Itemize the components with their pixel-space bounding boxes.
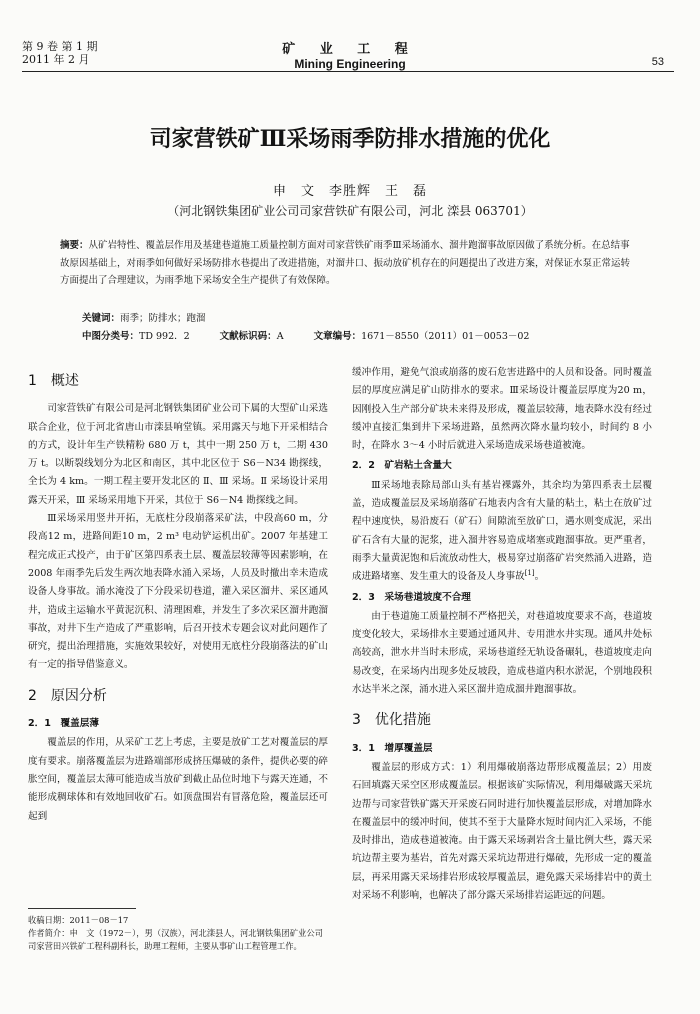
header-rule bbox=[22, 71, 674, 72]
paragraph: 由于巷道施工质量控制不严格把关，对巷道坡度要求不高，巷道坡度变化较大，采场排水主要通过通风井、专用泄水井实现。通风井处标高较高，泄水井当时未形成，采场巷道经无轨设备碾轧，巷道坡度走向易改变，在采场内出现多处反坡段，造成巷道内积水淤泥，个别地段积水达半米之深，涌水进入采区溜井造成溜井跑溜事故。 bbox=[352, 610, 652, 696]
paragraph bbox=[352, 477, 652, 587]
journal-name-cn: 矿 业 工 程 bbox=[282, 42, 418, 57]
keywords bbox=[82, 310, 206, 324]
doc-code: A bbox=[276, 331, 284, 342]
subsection-heading: 2．1 覆盖层薄 bbox=[28, 718, 99, 730]
clc-label: 中图分类号： bbox=[82, 331, 140, 342]
paragraph: Ⅲ采场采用竖井开拓，无底柱分段崩落采矿法，中段高60 m，分段高12 m，进路间距10 m，2 m³ 电动铲运机出矿。2007 年基建工程完成正式投产，由于矿区第四系表土层、覆盖层较薄等因素影响，在 2008 年雨季先后发生两次地表降水涌入采场，人员及时撤出幸未造成设备人身事故。涌水淹没了下分段采切巷道，灌入采区溜井、采区通风井，造成主运输水平黄泥沉积、清理困难，并发生了多次采区溜井跑溜事故，对井下生产造成了严重影响，后召开技术专题会议对此问题作了研究，提出治理措施，实施效果较好，对使用无底柱分段崩落法的矿山有一定的指导借鉴意义。 bbox=[28, 513, 328, 671]
footnote bbox=[28, 914, 328, 953]
journal-name bbox=[0, 38, 700, 71]
subsection-heading: 2．2 矿岩粘土含量大 bbox=[352, 460, 452, 472]
journal-name-en: Mining Engineering bbox=[294, 57, 406, 71]
section-heading: 3 优化措施 bbox=[352, 712, 431, 729]
section-heading: 1 概述 bbox=[28, 373, 79, 389]
paragraph-continued: 缓冲作用，避免气浪或崩落的废石危害进路中的人员和设备。同时覆盖层的厚度应满足矿山防排水的要求。Ⅲ采场设计覆盖层厚度为20 m，因刚投入生产部分矿块未来得及形成，覆盖层较薄，地表降水没有经过缓冲直接汇集到井下采场进路，虽然两次降水量均较小，时间约 8 小时，在降水 3～4 小时后就进入采场造成采场巷道被淹。 bbox=[352, 367, 652, 452]
footnote-rule bbox=[28, 908, 136, 909]
paragraph: 司家营铁矿有限公司是河北钢铁集团矿业公司下属的大型矿山采选联合企业，位于河北省唐山市滦县响堂镇。采用露天与地下开采相结合的方式，设计年生产铁精粉 680 万 t，其中一期 250 万 t，二期 430 万 t。以断裂线划分为北区和南区，其中北区位于 S6－N34 勘探线，全长为 4 km。一期工程主要开发北区的 Ⅱ、Ⅲ 采场。Ⅱ 采场设计采用露天开采，Ⅲ 采场采用地下开采，其位于 S6－N4 勘探线之间。 bbox=[28, 403, 328, 506]
author-bio: 作者简介：申 文（1972－），男（汉族），河北滦县人，河北钢铁集团矿业公司司家营田兴铁矿工程科副科长，助理工程师，主要从事矿山工程管理工作。 bbox=[28, 928, 323, 951]
right-column bbox=[352, 364, 652, 905]
author-list: 申 文 李胜辉 王 磊 bbox=[272, 184, 427, 199]
subsection-heading: 3．1 增厚覆盖层 bbox=[352, 742, 433, 754]
affiliation: （河北钢铁集团矿业公司司家营铁矿有限公司，河北 滦县 063701） bbox=[167, 204, 533, 218]
article-number: 1671－8550（2011）01－0053－02 bbox=[361, 331, 530, 342]
paragraph: 覆盖层的形成方式：1）利用爆破崩落边帮形成覆盖层；2）用废石回填露天采空区形成覆盖层。根据该矿实际情况，利用爆破露天采坑边帮与司家营铁矿露天开采废石同时进行加快覆盖层形成，对增加降水在覆盖层中的缓冲时间，使其不至于大量降水短时间内汇入采场，不能及时排出，造成巷道被淹。由于露天采场剥岩含土量比例大些，露天采坑边帮主要为基岩，首先对露天采坑边帮进行爆破，先形成一定的覆盖层，再采用露天采场排岩形成较厚覆盖层，避免露天采场排岩中的黄土对采场不利影响，也解决了部分露天采场排岩运距远的问题。 bbox=[352, 761, 652, 902]
classification-row bbox=[82, 328, 529, 342]
received-date: 收稿日期：2011－08－17 bbox=[28, 915, 129, 925]
abstract bbox=[60, 237, 634, 290]
subsection-heading: 2．3 采场巷道坡度不合理 bbox=[352, 591, 471, 603]
keywords-text: 雨季；防排水；跑溜 bbox=[120, 313, 206, 324]
keywords-label: 关键词： bbox=[82, 313, 121, 324]
paragraph-text: Ⅲ采场地表除局部山头有基岩裸露外，其余均为第四系表土层覆盖，造成覆盖层及采场崩落矿石地表内含有大量的粘土，粘土在放矿过程中速度快，易沿废石（矿石）间隙流至放矿口，遇水则变成泥，采出矿石含有大量的泥浆，进入溜井容易造成堵塞或跑溜事故。更严重者，雨季大量黄泥饱和后流放动性大，极易穿过崩落矿岩突然涌入进路，造成进路堵塞、发生重大的设备及人身事故 bbox=[352, 479, 652, 583]
paragraph-end: 。 bbox=[534, 571, 545, 583]
paragraph: 覆盖层的作用，从采矿工艺上考虑，主要是放矿工艺对覆盖层的厚度有要求。崩落覆盖层为进路端部形成挤压爆破的条件，提供必要的碎胀空间，覆盖层太薄可能造成当放矿到截止品位时地下与露天连通，不能形成稠球体和有效地回收矿石。如顶盘围岩有冒落危险，覆盖层还可起到 bbox=[28, 737, 328, 822]
abstract-text: 从矿岩特性、覆盖层作用及基建巷道施工质量控制方面对司家营铁矿雨季Ⅲ采场涌水、溜井跑溜事故原因做了系统分析。在总结事故原因基础上，对雨季如何做好采场防排水巷提出了改进措施，对溜井口、振动放矿机存在的问题提出了改进方案，对保证水泵正常运转方面提出了合理建议，为雨季地下采场安全生产提供了有效保障。 bbox=[60, 240, 631, 286]
clc-number: TD 992．2 bbox=[139, 331, 190, 342]
abstract-label: 摘要： bbox=[60, 240, 89, 251]
citation-ref[interactable]: [1] bbox=[524, 569, 535, 578]
issue-date: 2011 年 2 月 bbox=[22, 53, 90, 66]
left-column bbox=[28, 364, 328, 826]
article-title: 司家营铁矿Ⅲ采场雨季防排水措施的优化 bbox=[149, 126, 551, 152]
doc-code-label: 文献标识码： bbox=[219, 331, 277, 342]
article-number-label: 文章编号： bbox=[313, 331, 362, 342]
page-number: 53 bbox=[651, 56, 664, 68]
volume-issue: 第 9 卷 第 1 期 bbox=[22, 40, 98, 53]
section-heading: 2 原因分析 bbox=[28, 687, 107, 704]
